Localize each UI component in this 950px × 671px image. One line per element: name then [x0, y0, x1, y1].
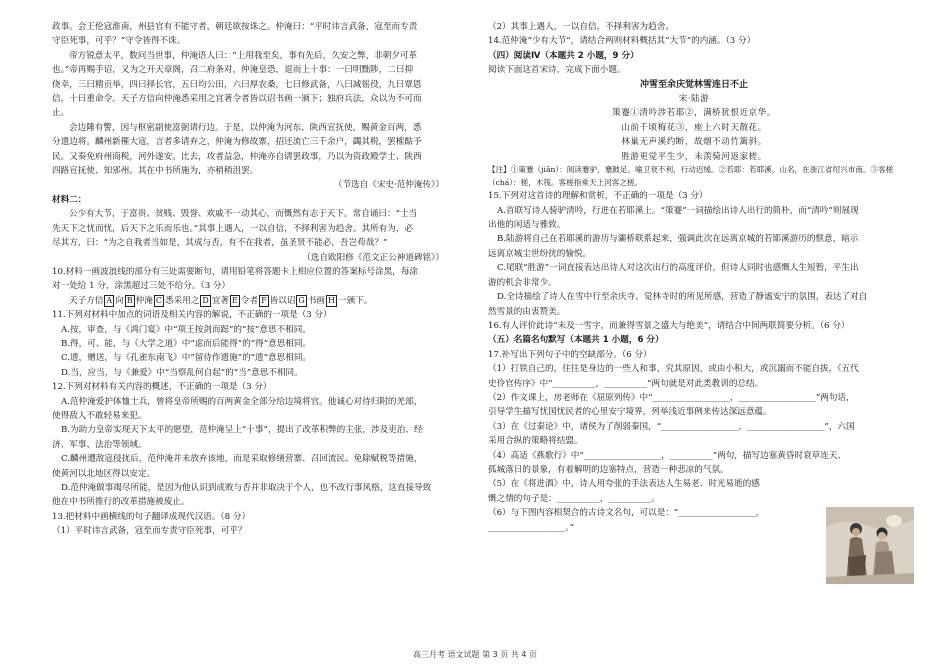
passage-line: （节选自《宋史·范仲淹传》）: [333, 180, 444, 191]
question-line: B.为助力皇帝实现天下太平的愿望，范仲淹呈上“十事”，提出了改革积弊的主张，涉及吏治、经: [61, 425, 423, 436]
passage-line: 政事。会王伦寇淮南，州县官有不能守者，朝廷欲按诛之。仲淹曰：“平时讳言武备，寇至而专责: [52, 22, 418, 32]
passage-line: 公少有大节，于富贵、贫贱、毁誉、欢戚不一动其心，而慨然有志于天下。常自诵曰：“士当: [69, 209, 418, 220]
passage-line: 对一处给 1 分，涂黑超过三处不给分。（3 分）: [52, 281, 231, 292]
segment-text: 皆以诏: [269, 295, 296, 306]
question-line: （5）在《将进酒》中，诗人用夸张的手法表达人生易老、时光易逝的感: [488, 479, 760, 490]
segment-text: 天子方信: [69, 295, 104, 306]
poem-author: 宋·陆游: [678, 94, 710, 105]
right-column: [488, 20, 900, 535]
question-line: 使得敌人不敢轻易来犯。: [52, 410, 147, 421]
question-line: D.当，应当，与《兼爱》中“当察乱何自起”的“当”意思不相同。: [61, 367, 303, 378]
question-line: 阅读下面这首宋诗，完成下面小题。: [488, 65, 626, 76]
question-line: 17.补写出下列句子中的空缺部分。（6 分）: [488, 349, 652, 360]
question-line: 12.下列对材料有关内容的概述，不正确的一项是（3 分）: [52, 382, 272, 393]
ancient-figures-illustration: [826, 507, 914, 584]
segment-label-h[interactable]: H: [328, 295, 335, 305]
poem-line: 胜游更觉平生少，未羡骑河返家槎。: [621, 151, 767, 162]
question-line: 他在中书所推行的改革措施被废止。: [52, 497, 190, 508]
question-line: 然雪景的由衷赞美。: [488, 306, 566, 317]
question-line: A.范仲淹爱护体恤士兵，曾将皇帝所赐的百两黄金全部分给边境将官。他诚心对待归附的羌部，: [61, 396, 423, 407]
segment-label-d[interactable]: D: [202, 295, 209, 305]
question-line: 孤城落日的景象，有着解明的边塞特点，营造一种悲凉的气氛。: [488, 464, 729, 475]
q10-segment-line: [52, 294, 462, 308]
question-line: （2）作文课上，房老师在《屈原列传》中“__________________，__________________”两句话，: [488, 392, 855, 403]
poem-note: （chá）：槎，木筏。客槎指乘天上河客之槎。: [488, 177, 643, 187]
segment-text: 悉采用之: [165, 295, 200, 306]
passage-line: 止。: [52, 108, 70, 119]
segment-label-f[interactable]: F: [261, 295, 267, 305]
passage-line: （选自欧阳修《范文正公神道碑铭》）: [302, 252, 444, 263]
segment-text: 向: [115, 295, 124, 306]
segment-text: 宜著: [211, 295, 230, 306]
passage-line: 会边陲有警，因与枢密副使富弼请行边。于是，以仲淹为河东、陕西宣抚使，赐黄金百两，悉: [69, 122, 422, 133]
left-passage: [52, 20, 462, 294]
passage-line: 侥幸，三曰精贡举，四曰择长官，五曰均公田，六曰厚农桑，七曰修武备，八曰减徭役，九曰覃恩: [52, 79, 422, 90]
question-line: （1）打铁自己的，往往是身边的一些人和事，究其原因，或由小积大，或沉溺而不能自拔，《五代: [488, 364, 859, 375]
segment-text: 一颁下。: [338, 295, 373, 306]
question-line: 13.把材料中画横线的句子翻译成现代汉语。（8 分）: [52, 511, 251, 522]
passage-line: 帝方锐意太平，数问当世事，仲淹语人曰：“上用我至矣，事有先后，久安之弊，非朝夕可革: [69, 50, 418, 61]
question-line: 采用合纵的策略将结盟。: [488, 436, 583, 447]
question-line: C.遗，赠送，与《孔雀东南飞》中“留待作遗施”的“遗”意思相同。: [61, 353, 312, 364]
question-line: 15.下列对这首诗的理解和赏析，不正确的一项是（3 分）: [488, 191, 708, 202]
question-line: B.得，可、能，与《大学之道》中“虑而后能得”的“得”意思相同。: [61, 338, 312, 349]
passage-line: 四路宣抚使、知邠州。其在中书所施为，亦稍稍沮罢。: [52, 166, 259, 177]
question-line: D.全诗描绘了诗人在雪中行至余庆寺、觉林寺时的所见所感，营造了静谧安宁的氛围，表达了对自: [497, 292, 868, 303]
segment-text: 书画: [307, 295, 326, 306]
question-line: （五）名篇名句默写（本题共 1 小题，6 分）: [488, 335, 664, 346]
right-questions: [488, 189, 900, 535]
question-line: （4）高适《燕歌行》中“__________________，__________”两句，描写边塞黄昏时衰草连天、: [488, 450, 847, 461]
poem-line: 林巢无声溪约断，故烟不动竹篱斜。: [621, 137, 767, 148]
question-line: A.按，审查，与《鸿门宴》中“项王按剑而跽”的“按”意思不相同。: [61, 324, 311, 335]
question-line: （3）在《过秦论》中，诸侯为了削弱秦国，“__________________，__________________”，六国: [488, 421, 855, 432]
segment-text: 令者: [240, 295, 259, 306]
question-line: 游的机会非常少。: [488, 277, 557, 288]
question-line: 慨之情的句子是：__________，__________。: [488, 493, 660, 504]
segment-label-b[interactable]: B: [126, 295, 133, 305]
question-line: 济、军事、法治等领域。: [52, 439, 147, 450]
passage-line: 守臣死事，可乎？”守令皆得不诛。: [52, 36, 186, 47]
question-line: 16.有人评价此诗“未及一雪字，而兼得雪景之盛大与绝美”，请结合中间两联简要分析。（6 分）: [488, 320, 850, 331]
poem-note: 【注】①策蹇（jiǎn）：阅读蹇驴，蹇跛足。喻卫衰不利，行动迟缓。②若耶：若耶溪，山名，在浙江省绍兴市南。③客槎: [488, 165, 894, 175]
passage-line: 也。”帝再赐手诏，又为之开天章阁，召二府条对，仲淹皇恐，退而上十事：一曰明黜陟，二曰抑: [52, 65, 414, 76]
passage-line: 分遗边将。麟州新罹大寇，言者多请弃之，仲淹为修故寨，招还流亡三千余户，蠲其税，罢榷酤予: [52, 137, 422, 148]
question-line: 使黄河以北地区得以安定。: [52, 468, 156, 479]
question-line: 14.范仲淹“少有大节”，请结合两则材料概括其“大节”的内涵。（3 分）: [488, 36, 756, 47]
left-questions: [52, 308, 462, 539]
question-line: （6）与下图内容相契合的古诗文名句，可以是：“__________________，: [488, 508, 765, 519]
segment-label-c[interactable]: C: [155, 295, 162, 305]
segment-text: 仲淹: [135, 295, 153, 306]
question-line: B.陆游将自己在若耶溪的游历与灞桥联系起来，强调此次在远离京城的若耶溪游历的惬意，暗示: [497, 234, 859, 245]
passage-line: 先天下之忧而忧，后天下之乐而乐也。”其事上遇人，一以自信，不择利害为趋舍。其所有为，必: [52, 223, 414, 234]
question-line: 史伶官传序》中“__________，__________”两句就是对此类教训的总结。: [488, 378, 764, 389]
passage-line: 尽其方，曰：“为之自我者当如是，其成与否，有不在我者，虽圣贤不能必，吾岂苟哉？”: [52, 238, 388, 249]
segment-label-a[interactable]: A: [106, 295, 113, 305]
question-line: C.麟州遭敌寇侵扰后，范仲淹并未放弃该地，而是采取修缮营寨、召回流民、免除赋税等措施，: [61, 454, 423, 465]
question-line: 11.下列对材料中加点的词语及相关内容的解说，不正确的一项是（3 分）: [52, 310, 332, 321]
right-questions-top: [488, 20, 900, 78]
poem-line: 策蹇①清吟涉若耶②，满桥犹恨近京华。: [612, 108, 776, 119]
question-line: A.首联写诗人骑驴清吟，行进在若耶溪上。“策蹇”一词描绘出诗人出行的简朴，而“清吟”则展现: [497, 205, 859, 216]
question-line: （2）其事上遇人，一以自信，不择利害为趋舍。: [488, 22, 674, 32]
segment-label-g[interactable]: G: [298, 295, 305, 305]
question-line: 引导学生描写忧国忧民者的心里安宁境界，列举浅近事例来传达深远意蕴。: [488, 407, 772, 418]
question-line: （四）阅读Ⅳ（本题共 2 小题，9 分）: [488, 50, 639, 61]
poem-title: 冲雪至余庆觉林雪连日不止: [639, 79, 748, 90]
segment-label-e[interactable]: E: [232, 295, 238, 305]
passage-line: 10.材料一画波浪线的部分有三处需要断句，请用铅笔将答题卡上相应位置的答案标号涂黑，每涂: [52, 266, 419, 277]
question-line: 出他的闲适与雅致。: [488, 220, 566, 231]
question-line: __________________。”: [488, 522, 575, 533]
passage-line: 信，十曰重命令。天子方信向仲淹悉采用之宜著令者皆以诏书画一颁下；独府兵法，众以为不可而: [52, 94, 422, 105]
question-line: 远离京城尘世纷扰的愉悦。: [488, 248, 592, 259]
question-line: D.范仲淹做事竭尽所能，是因为他认识到成败与否并非取决于个人，也不改行事风格，这直接导致: [61, 483, 432, 493]
poem-line: 山前千顷梅花③，座上六时天散花。: [621, 122, 767, 133]
question-line: C.尾联“胜游”一词直接表达出诗人对这次出行的高度评价，但诗人同时也感慨人生短暂，平生出: [497, 263, 859, 274]
passage-line: 民。又奏免府州商税，河外遂安。比去，攻者益急，仲淹亦自请罢政事，乃以为资政殿学士、陕西: [52, 151, 422, 162]
page-footer: 高三月考 语文试题 第 3 页 共 4 页: [413, 650, 537, 659]
question-line: （1）平时讳言武备，寇至而专责守臣死事，可乎？: [52, 526, 247, 537]
left-column: [52, 20, 462, 539]
passage-line: 材料二：: [52, 194, 87, 205]
